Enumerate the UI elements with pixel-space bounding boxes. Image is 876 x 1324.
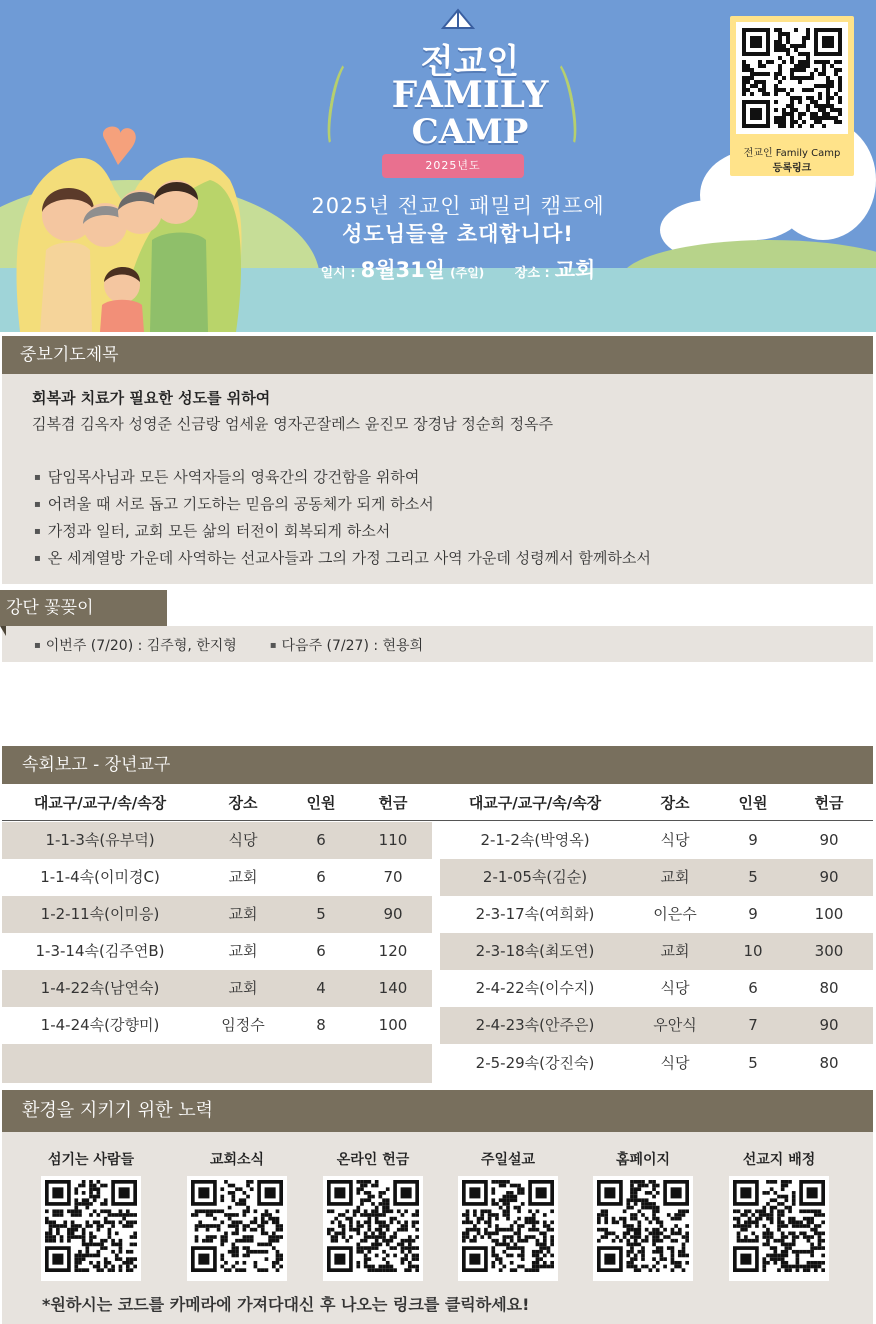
qr-code-icon bbox=[327, 1180, 419, 1272]
table-row bbox=[440, 1007, 873, 1044]
cell-place: 교회 bbox=[228, 905, 258, 923]
cell-group: 2-1-2속(박영옥) bbox=[480, 831, 590, 849]
date-label: 일시 : bbox=[320, 266, 356, 281]
qr-code[interactable] bbox=[458, 1176, 558, 1281]
cell-place: 우안식 bbox=[653, 1016, 697, 1034]
cell-count: 6 bbox=[316, 942, 326, 960]
cell-offering: 120 bbox=[378, 942, 408, 960]
table-header bbox=[2, 786, 873, 820]
cell-offering: 100 bbox=[814, 905, 844, 923]
date-value: 8월31일 bbox=[360, 258, 446, 282]
cell-offering: 100 bbox=[378, 1016, 408, 1034]
cell-group: 1-4-24속(강향미) bbox=[40, 1016, 160, 1034]
cell-group: 1-1-4속(이미경C) bbox=[40, 868, 160, 886]
prayer-title: 회복과 치료가 필요한 성도를 위하여 bbox=[32, 389, 271, 407]
registration-qr-code[interactable] bbox=[736, 22, 848, 134]
column-header: 헌금 bbox=[378, 794, 408, 812]
table-row bbox=[2, 859, 432, 896]
cell-group: 2-3-17속(여희화) bbox=[475, 905, 595, 923]
qr-code[interactable] bbox=[593, 1176, 693, 1281]
cell-group: 2-5-29속(강진숙) bbox=[475, 1054, 595, 1072]
table-row bbox=[2, 1007, 432, 1044]
cell-place: 교회 bbox=[660, 868, 690, 886]
qr-code[interactable] bbox=[187, 1176, 287, 1281]
header-divider bbox=[2, 820, 873, 821]
table-row bbox=[2, 970, 432, 1007]
cell-count: 5 bbox=[316, 905, 326, 923]
qr-footnote: *원하시는 코드를 카메라에 가져다대신 후 나오는 링크를 클릭하세요! bbox=[42, 1295, 530, 1314]
qr-label: 온라인 헌금 bbox=[336, 1152, 410, 1168]
qr-code-icon bbox=[733, 1180, 825, 1272]
cell-place: 교회 bbox=[228, 942, 258, 960]
cell-offering: 90 bbox=[383, 905, 403, 923]
qr-link-mission[interactable] bbox=[714, 1148, 844, 1281]
cell-place: 교회 bbox=[660, 942, 690, 960]
prayer-item: ▪ 가정과 일터, 교회 모든 삶의 터전이 회복되게 하소서 bbox=[34, 518, 651, 545]
qr-label: 주일설교 bbox=[480, 1152, 536, 1168]
cell-offering: 90 bbox=[819, 831, 839, 849]
place-label: 장소 : bbox=[514, 266, 550, 281]
qr-caption: 전교인 Family Camp bbox=[743, 148, 841, 159]
cell-group: 1-3-14속(김주연B) bbox=[35, 942, 165, 960]
qr-label: 교회소식 bbox=[209, 1152, 265, 1168]
cell-count: 9 bbox=[748, 831, 758, 849]
cell-place: 이은수 bbox=[653, 905, 697, 923]
cell-count: 6 bbox=[316, 868, 326, 886]
qr-caption-link: 등록링크 bbox=[772, 163, 812, 174]
cell-group: 1-2-11속(이미응) bbox=[40, 905, 160, 923]
qr-code[interactable] bbox=[729, 1176, 829, 1281]
column-header: 헌금 bbox=[814, 794, 844, 812]
prayer-names: 김복겸 김옥자 성영준 신금랑 엄세윤 영자곤잘레스 윤진모 장경남 정순희 정옥주 bbox=[32, 415, 554, 433]
report-section-header: 속회보고 - 장년교구 bbox=[2, 746, 873, 784]
table-row bbox=[440, 1044, 873, 1083]
qr-link-staff[interactable] bbox=[26, 1148, 156, 1281]
cell-offering: 110 bbox=[378, 831, 408, 849]
cell-count: 10 bbox=[743, 942, 763, 960]
environment-section-header: 환경을 지키기 위한 노력 bbox=[2, 1090, 873, 1132]
qr-link-homepage[interactable] bbox=[578, 1148, 708, 1281]
cell-offering: 80 bbox=[819, 1054, 839, 1072]
family-illustration bbox=[0, 120, 250, 332]
cell-count: 9 bbox=[748, 905, 758, 923]
event-details bbox=[260, 254, 656, 284]
flower-schedule bbox=[34, 635, 423, 655]
logo-title-family: FAMILY bbox=[391, 74, 549, 116]
qr-code-icon bbox=[597, 1180, 689, 1272]
cell-count: 6 bbox=[748, 979, 758, 997]
logo-title-korean: 전교인 bbox=[420, 42, 520, 82]
cell-group: 2-1-05속(김순) bbox=[482, 868, 588, 886]
cell-offering: 90 bbox=[819, 868, 839, 886]
invite-line-2: 성도님들을 초대합니다! bbox=[342, 222, 574, 246]
table-row bbox=[440, 822, 873, 859]
column-header: 장소 bbox=[228, 794, 258, 812]
qr-code[interactable] bbox=[323, 1176, 423, 1281]
prayer-section-header: 중보기도제목 bbox=[2, 336, 873, 374]
table-row bbox=[440, 933, 873, 970]
cell-offering: 80 bbox=[819, 979, 839, 997]
qr-code-icon bbox=[462, 1180, 554, 1272]
qr-code-icon bbox=[191, 1180, 283, 1272]
column-header: 인원 bbox=[738, 794, 768, 812]
column-header: 대교구/교구/속/속장 bbox=[33, 794, 167, 812]
invite-line-1: 2025년 전교인 패밀리 캠프에 bbox=[311, 194, 605, 218]
prayer-list bbox=[34, 464, 651, 572]
column-header: 대교구/교구/속/속장 bbox=[468, 794, 602, 812]
cell-count: 8 bbox=[316, 1016, 326, 1034]
cell-place: 교회 bbox=[228, 979, 258, 997]
cell-count: 6 bbox=[316, 831, 326, 849]
table-row bbox=[440, 896, 873, 933]
flower-next-week: ▪ 다음주 (7/27) : 현용희 bbox=[270, 638, 423, 654]
table-row bbox=[440, 970, 873, 1007]
qr-code-icon bbox=[742, 28, 842, 128]
cell-offering: 140 bbox=[378, 979, 408, 997]
cell-offering: 90 bbox=[819, 1016, 839, 1034]
flower-this-week: ▪ 이번주 (7/20) : 김주형, 한지형 bbox=[34, 638, 237, 654]
prayer-item: ▪ 담임목사님과 모든 사역자들의 영육간의 강건함을 위하여 bbox=[34, 464, 651, 491]
place-value: 교회 bbox=[554, 258, 596, 282]
prayer-item: ▪ 어려울 때 서로 돕고 기도하는 믿음의 공동체가 되게 하소서 bbox=[34, 491, 651, 518]
cell-offering: 300 bbox=[814, 942, 844, 960]
cell-group: 2-4-23속(안주은) bbox=[475, 1016, 595, 1034]
registration-qr-card[interactable] bbox=[730, 16, 854, 176]
table-row bbox=[2, 822, 432, 859]
qr-link-offering[interactable] bbox=[308, 1148, 438, 1281]
qr-link-news[interactable] bbox=[172, 1148, 302, 1281]
cell-count: 5 bbox=[748, 1054, 758, 1072]
cell-place: 임정수 bbox=[221, 1016, 265, 1034]
qr-code[interactable] bbox=[41, 1176, 141, 1281]
cell-count: 5 bbox=[748, 868, 758, 886]
camp-banner bbox=[0, 0, 876, 332]
qr-code-icon bbox=[45, 1180, 137, 1272]
column-header: 장소 bbox=[660, 794, 690, 812]
table-row bbox=[2, 896, 432, 933]
date-day: (주일) bbox=[450, 266, 485, 280]
qr-label: 선교지 배정 bbox=[742, 1152, 816, 1168]
qr-label: 홈페이지 bbox=[615, 1152, 671, 1168]
logo-title-camp: CAMP bbox=[411, 112, 529, 152]
tab-fold bbox=[0, 626, 6, 636]
year-ribbon: 2025년도 bbox=[382, 154, 524, 178]
cell-group: 2-4-22속(이수지) bbox=[475, 979, 595, 997]
cell-count: 7 bbox=[748, 1016, 758, 1034]
table-row-empty bbox=[2, 1044, 432, 1083]
table-row bbox=[2, 933, 432, 970]
cell-place: 식당 bbox=[660, 1054, 690, 1072]
tent-icon bbox=[441, 6, 475, 30]
cell-place: 교회 bbox=[228, 868, 258, 886]
column-header: 인원 bbox=[306, 794, 336, 812]
table-row bbox=[440, 859, 873, 896]
cell-group: 1-4-22속(남연숙) bbox=[40, 979, 160, 997]
cell-place: 식당 bbox=[660, 979, 690, 997]
flower-section-header: 강단 꽃꽂이 bbox=[0, 590, 167, 626]
cell-place: 식당 bbox=[228, 831, 258, 849]
cell-group: 2-3-18속(최도연) bbox=[475, 942, 595, 960]
prayer-item: ▪ 온 세계열방 가운데 사역하는 선교사들과 그의 가정 그리고 사역 가운데 성령께서 함께하소서 bbox=[34, 545, 651, 572]
cell-group: 1-1-3속(유부덕) bbox=[45, 831, 155, 849]
qr-link-sermon[interactable] bbox=[443, 1148, 573, 1281]
qr-label: 섬기는 사람들 bbox=[47, 1152, 135, 1168]
cell-place: 식당 bbox=[660, 831, 690, 849]
cell-count: 4 bbox=[316, 979, 326, 997]
cell-offering: 70 bbox=[383, 868, 403, 886]
